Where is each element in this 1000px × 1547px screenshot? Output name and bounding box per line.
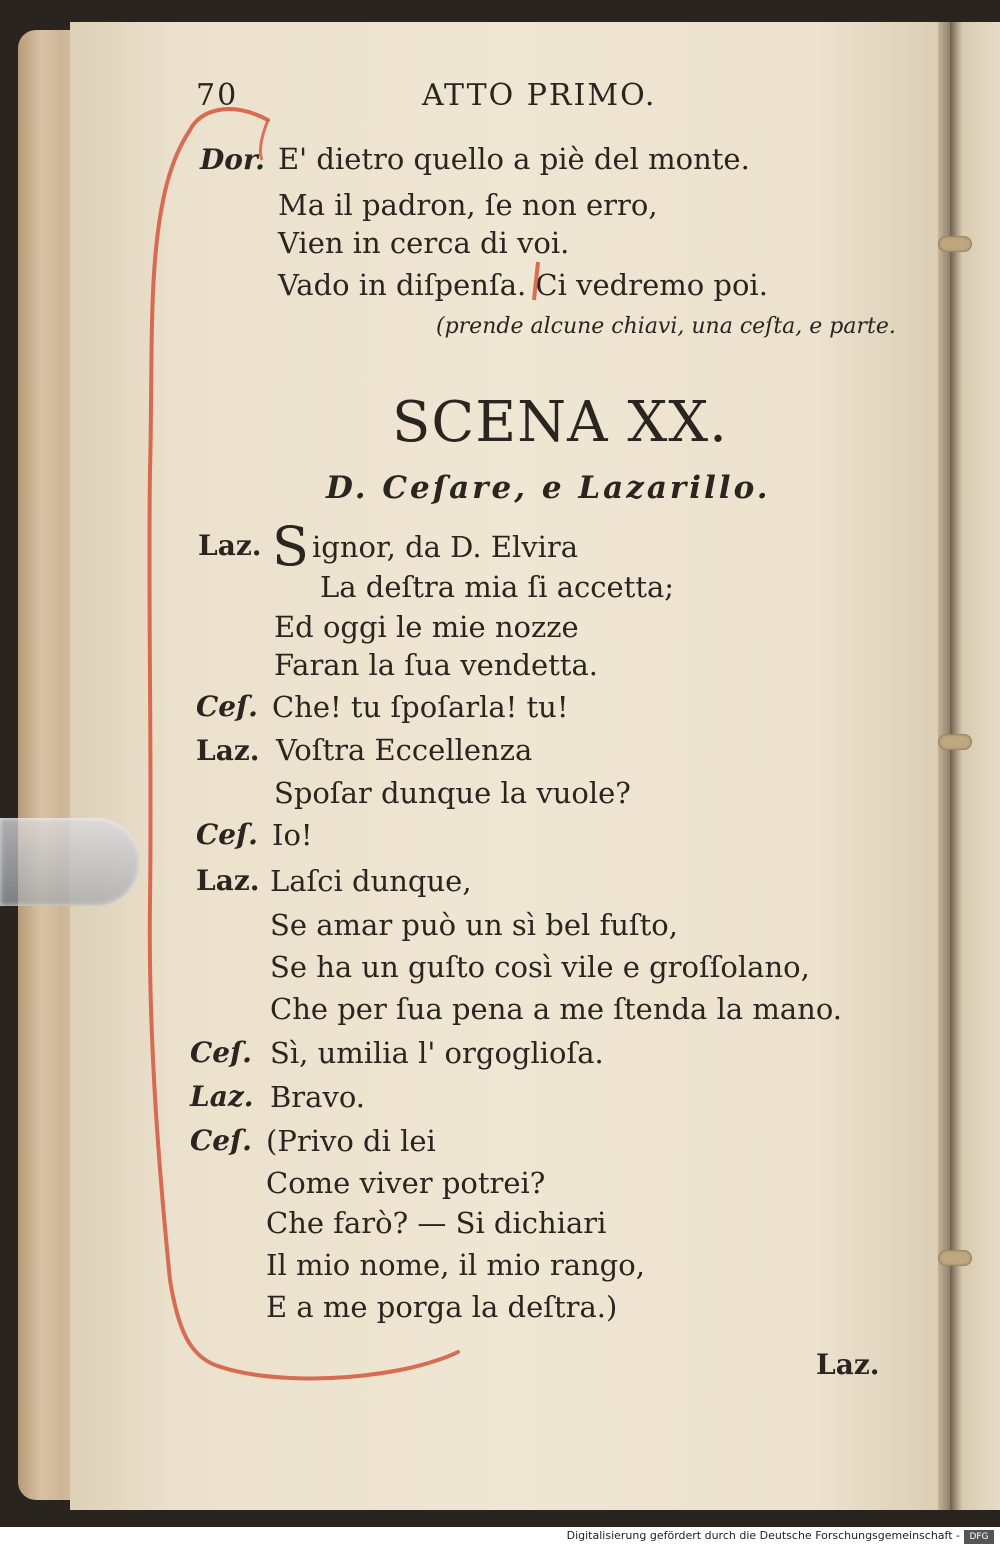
- verse-line: Spoſar dunque la vuole?: [274, 776, 631, 810]
- verse-line: Vado in diſpenſa. Ci vedremo poi.: [278, 268, 768, 302]
- stage-direction: (prende alcune chiavi, una ceſta, e parte.: [436, 314, 896, 339]
- speaker-label: Ceſ.: [196, 690, 258, 723]
- verse-line: Il mio nome, il mio rango,: [266, 1248, 645, 1282]
- dfg-logo: DFG: [964, 1530, 994, 1544]
- verse-line: Che! tu ſpoſarla! tu!: [272, 690, 569, 724]
- verse-line: Sì, umilia l' orgoglioſa.: [270, 1036, 604, 1070]
- verse-line: Che per ſua pena a me ſtenda la mano.: [270, 992, 842, 1026]
- scene-title: SCENA XX.: [392, 390, 728, 455]
- verse-line: Vien in cerca di voi.: [278, 226, 570, 260]
- verse-line: ignor, da D. Elvira: [312, 530, 579, 564]
- catchword: Laz.: [816, 1348, 880, 1381]
- binding-stitch: [938, 734, 972, 750]
- verse-line: Bravo.: [270, 1080, 366, 1114]
- speaker-label: Ceſ.: [190, 1036, 252, 1069]
- verse-line: Come viver potrei?: [266, 1166, 546, 1200]
- verse-line: Faran la ſua vendetta.: [274, 648, 598, 682]
- speaker-label: Laz.: [190, 1080, 254, 1113]
- verse-line: Io!: [272, 818, 313, 852]
- speaker-label: Laz.: [196, 734, 260, 767]
- speaker-label: Ceſ.: [196, 818, 258, 851]
- footer-bar: [0, 1527, 1000, 1547]
- verse-line: La deſtra mia ſi accetta;: [320, 570, 675, 604]
- speaker-label: Laz.: [196, 864, 260, 897]
- page-clip: [0, 818, 140, 906]
- speaker-label: Ceſ.: [190, 1124, 252, 1157]
- verse-line: Ed oggi le mie nozze: [274, 610, 579, 644]
- verse-line: Se ha un guſto così vile e groſſolano,: [270, 950, 810, 984]
- verse-line: Voſtra Eccellenza: [276, 733, 533, 767]
- running-title: ATTO PRIMO.: [422, 78, 657, 113]
- verse-line: E' dietro quello a piè del monte.: [278, 142, 750, 176]
- drop-cap: S: [272, 515, 309, 578]
- verse-line: Che farò? — Si dichiari: [266, 1206, 607, 1240]
- speaker-label: Dor.: [200, 143, 265, 176]
- binding-stitch: [938, 236, 972, 252]
- verse-line: Laſci dunque,: [270, 864, 472, 898]
- binding-stitch: [938, 1250, 972, 1266]
- verse-line: E a me porga la deſtra.): [266, 1290, 618, 1324]
- verse-line: Se amar può un sì bel fuſto,: [270, 908, 678, 942]
- scene-characters: D. Ceſare, e Lazarillo.: [326, 470, 771, 506]
- speaker-label: Laz.: [198, 529, 262, 562]
- footer-credit: Digitalisierung gefördert durch die Deutsche Forschungsgemeinschaft -: [566, 1529, 960, 1542]
- verse-line: Ma il padron, ſe non erro,: [278, 188, 658, 222]
- verse-line: (Privo di lei: [266, 1124, 436, 1158]
- page-number: 70: [196, 78, 239, 113]
